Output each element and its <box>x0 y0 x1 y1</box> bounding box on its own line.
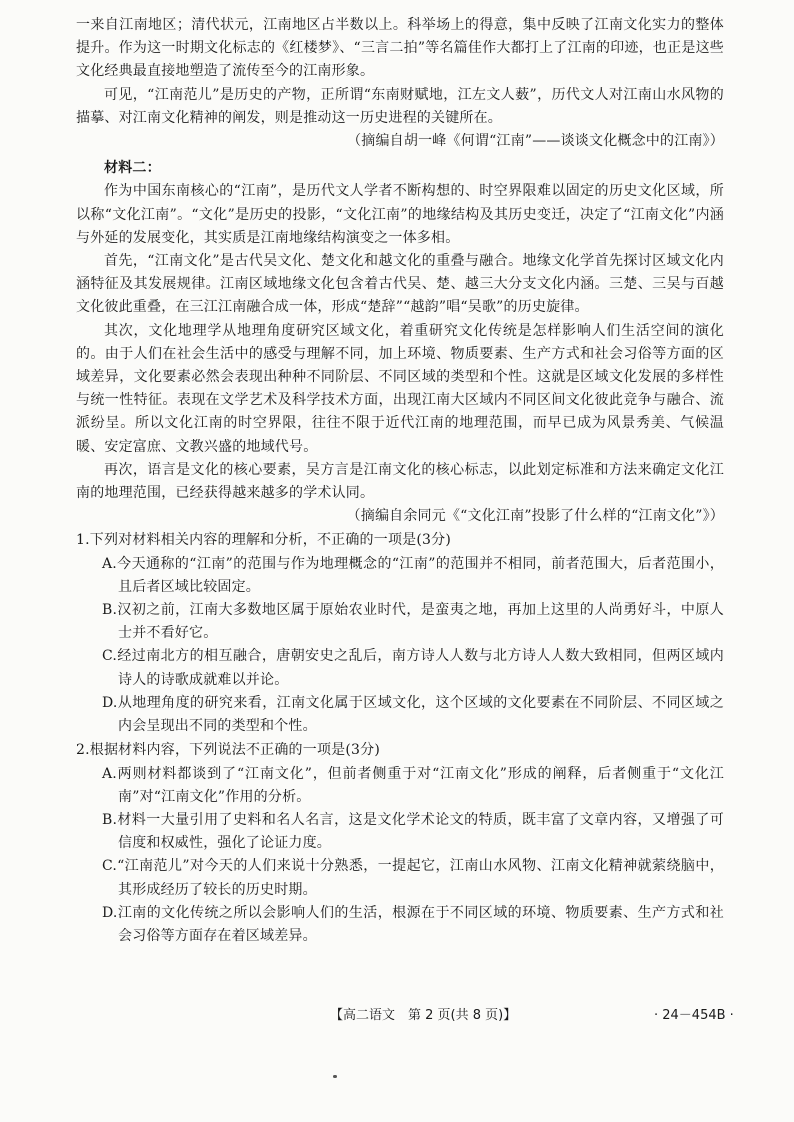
page-footer <box>0 1004 794 1024</box>
material2-paragraph-2: 首先，“江南文化”是古代吴文化、楚文化和越文化的重叠与融合。地缘文化学首先探讨区域文化内涵特征及其发展规律。江南区域地缘文化包含着古代吴、楚、越三大分支文化内涵。三楚、三吴与百越文化彼此重叠，在三江江南融合成一体，形成“楚辞”“越韵”唱“吴歌”的历史旋律。 <box>76 253 724 316</box>
material2-title: 材料二： <box>104 160 161 177</box>
question-1-stem: 1.下列对材料相关内容的理解和分析，不正确的一项是(3分) <box>76 532 451 549</box>
question-1-option-c: C.经过南北方的相互融合，唐朝安史之乱后，南方诗人人数与北方诗人人数大致相同，但两区域内诗人的诗歌成就难以并论。 <box>102 648 724 688</box>
question-2-option-b: B.材料一大量引用了史料和名人名言，这是文化学术论文的特质，既丰富了文章内容，又增强了可信度和权威性，强化了论证力度。 <box>102 811 724 852</box>
material1-paragraph-1: 一来自江南地区；清代状元，江南地区占半数以上。科举场上的得意，集中反映了江南文化实力的整体提升。作为这一时期文化标志的《红楼梦》、“三言二拍”等名篇佳作大都打上了江南的印迹，也正是这些文化经典最直接地塑造了流传至今的江南形象。 <box>76 17 724 80</box>
material1-source: （摘编自胡一峰《何谓“江南”——谈谈文化概念中的江南》） <box>347 133 724 150</box>
question-2-stem: 2.根据材料内容，下列说法不正确的一项是(3分) <box>76 742 380 759</box>
question-2 <box>76 739 724 948</box>
question-1-option-a: A.今天通称的“江南”的范围与作为地理概念的“江南”的范围并不相同，前者范围大，后者范围小，且后者区域比较固定。 <box>102 555 724 595</box>
question-1 <box>76 529 724 738</box>
scan-speck <box>333 1075 337 1078</box>
footer-page-info: 【高二语文 第 2 页(共 8 页)】 <box>330 1008 517 1023</box>
exam-page <box>76 14 724 948</box>
material1-paragraph-2: 可见，“江南范儿”是历史的产物，正所谓“东南财赋地，江左文人薮”，历代文人对江南山水风物的描摹、对江南文化精神的阐发，则是推动这一历史进程的关键所在。 <box>76 86 724 126</box>
material2-paragraph-1: 作为中国东南核心的“江南”，是历代文人学者不断构想的、时空界限难以固定的历史文化区域，所以称“文化江南”。“文化”是历史的投影，“文化江南”的地缘结构及其历史变迁，决定了“江南文化”内涵与外延的发展变化，其实质是江南地缘结构演变之一体多相。 <box>76 183 724 246</box>
material2-source: （摘编自余同元《“文化江南”投影了什么样的“江南文化”》） <box>346 508 724 525</box>
question-1-option-d: D.从地理角度的研究来看，江南文化属于区域文化，这个区域的文化要素在不同阶层、不同区域之内会呈现出不同的类型和个性。 <box>102 694 724 735</box>
question-2-option-c: C.“江南范儿”对今天的人们来说十分熟悉，一提起它，江南山水风物、江南文化精神就萦绕脑中，其形成经历了较长的历史时期。 <box>102 858 724 898</box>
question-2-option-d: D.江南的文化传统之所以会影响人们的生活，根源在于不同区域的环境、物质要素、生产方式和社会习俗等方面存在着区域差异。 <box>102 904 724 944</box>
material2-paragraph-4: 再次，语言是文化的核心要素，吴方言是江南文化的核心标志，以此划定标准和方法来确定文化江南的地理范围，已经获得越来越多的学术认同。 <box>76 461 724 502</box>
material2-paragraph-3: 其次，文化地理学从地理角度研究区域文化，着重研究文化传统是怎样影响人们生活空间的演化的。由于人们在社会生活中的感受与理解不同，加上环境、物质要素、生产方式和社会习俗等方面的区域差异，文化要素必然会表现出种种不同阶层、不同区域的类型和个性。这就是区域文化发展的多样性与统一性特征。表现在文学艺术及科学技术方面，出现江南大区域内不同区间文化彼此竞争与融合、流派纷呈。所以文化江南的时空界限，往往不限于近代江南的地理范围，而早已成为风景秀美、气候温暖、安定富庶、文教兴盛的地域代号。 <box>76 322 724 455</box>
question-1-option-b: B.汉初之前，江南大多数地区属于原始农业时代，是蛮夷之地，再加上这里的人尚勇好斗，中原人士并不看好它。 <box>102 602 724 642</box>
question-2-option-a: A.两则材料都谈到了“江南文化”，但前者侧重于对“江南文化”形成的阐释，后者侧重于“文化江南”对“江南文化”作用的分析。 <box>102 765 724 805</box>
footer-exam-code: · 24－454B · <box>654 1008 734 1023</box>
